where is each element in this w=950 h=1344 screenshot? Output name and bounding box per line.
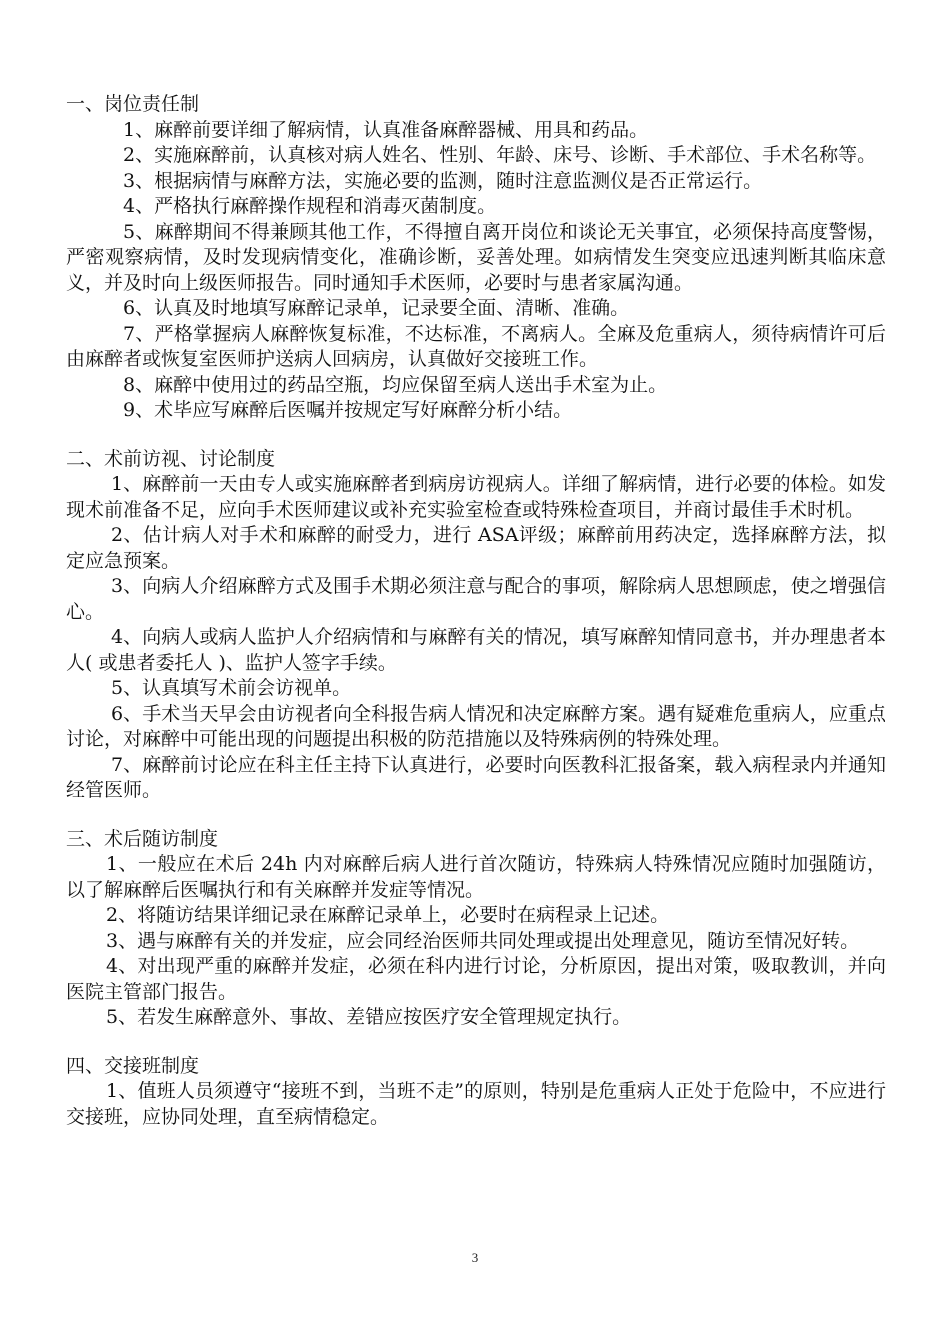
paragraph: 1、麻醉前一天由专人或实施麻醉者到病房访视病人。详细了解病情，进行必要的体检。如发现术前准备不足，应向手术医师建议或补充实验室检查或特殊检查项目，并商讨最佳手术时机。 [66, 473, 886, 521]
section-preop-visit [66, 447, 886, 804]
paragraph: 5、认真填写术前会访视单。 [111, 677, 352, 699]
section-heading: 四、交接班制度 [66, 1054, 200, 1077]
paragraph: 2、将随访结果详细记录在麻醉记录单上，必要时在病程录上记述。 [106, 904, 670, 926]
paragraph: 6、手术当天早会由访视者向全科报告病人情况和决定麻醉方案。遇有疑难危重病人，应重点讨论，对麻醉中可能出现的问题提出积极的防范措施以及特殊病例的特殊处理。 [66, 702, 886, 750]
section-heading: 一、岗位责任制 [66, 93, 200, 115]
paragraph: 7、麻醉前讨论应在科主任主持下认真进行，必要时向医教科汇报备案，载入病程录内并通知经管医师。 [66, 753, 886, 801]
section-spacer [66, 804, 886, 827]
page-number: 3 [471, 1250, 479, 1265]
section-heading: 三、术后随访制度 [66, 827, 219, 850]
section-postop-followup [66, 827, 886, 1031]
paragraph: 7、严格掌握病人麻醉恢复标准，不达标准，不离病人。全麻及危重病人，须待病情许可后由麻醉者或恢复室医师护送病人回病房，认真做好交接班工作。 [66, 322, 886, 370]
paragraph: 5、麻醉期间不得兼顾其他工作，不得擅自离开岗位和谈论无关事宜，必须保持高度警惕，严密观察病情，及时发现病情变化，准确诊断，妥善处理。如病情发生突变应迅速判断其临床意义，并及时向上级医师报告。同时通知手术医师，必要时与患者家属沟通。 [66, 220, 886, 294]
section-spacer [66, 1031, 886, 1054]
paragraph: 4、向病人或病人监护人介绍病情和与麻醉有关的情况，填写麻醉知情同意书，并办理患者本人( 或患者委托人 )、监护人签字手续。 [66, 626, 886, 674]
paragraph: 2、估计病人对手术和麻醉的耐受力，进行 ASA评级；麻醉前用药决定，选择麻醉方法，拟定应急预案。 [66, 524, 886, 572]
paragraph: 1、一般应在术后 24h 内对麻醉后病人进行首次随访，特殊病人特殊情况应随时加强随访，以了解麻醉后医嘱执行和有关麻醉并发症等情况。 [66, 853, 886, 901]
paragraph: 4、对出现严重的麻醉并发症，必须在科内进行讨论，分析原因，提出对策，吸取教训，并向医院主管部门报告。 [66, 955, 886, 1003]
paragraph: 5、若发生麻醉意外、事故、差错应按医疗安全管理规定执行。 [106, 1006, 632, 1028]
paragraph: 3、根据病情与麻醉方法，实施必要的监测，随时注意监测仪是否正常运行。 [123, 169, 763, 192]
document-body [66, 92, 886, 1130]
paragraph: 8、麻醉中使用过的药品空瓶，均应保留至病人送出手术室为止。 [123, 373, 668, 396]
paragraph: 3、向病人介绍麻醉方式及围手术期必须注意与配合的事项，解除病人思想顾虑，使之增强信心。 [66, 575, 886, 623]
paragraph: 9、术毕应写麻醉后医嘱并按规定写好麻醉分析小结。 [123, 399, 573, 421]
paragraph: 4、严格执行麻醉操作规程和消毒灭菌制度。 [123, 195, 497, 217]
paragraph: 1、麻醉前要详细了解病情，认真准备麻醉器械、用具和药品。 [123, 118, 649, 141]
paragraph: 3、遇与麻醉有关的并发症，应会同经治医师共同处理或提出处理意见，随访至情况好转。 [106, 929, 860, 952]
section-heading: 二、术前访视、讨论制度 [66, 447, 276, 470]
paragraph: 6、认真及时地填写麻醉记录单，记录要全面、清晰、准确。 [123, 297, 630, 319]
section-job-responsibility [66, 92, 886, 424]
section-spacer [66, 424, 886, 447]
paragraph: 2、实施麻醉前，认真核对病人姓名、性别、年龄、床号、诊断、手术部位、手术名称等。 [123, 144, 877, 166]
paragraph: 1、值班人员须遵守“接班不到，当班不走”的原则，特别是危重病人正处于危险中，不应进行交接班，应协同处理，直至病情稳定。 [66, 1080, 886, 1128]
section-shift-handover [66, 1054, 886, 1131]
